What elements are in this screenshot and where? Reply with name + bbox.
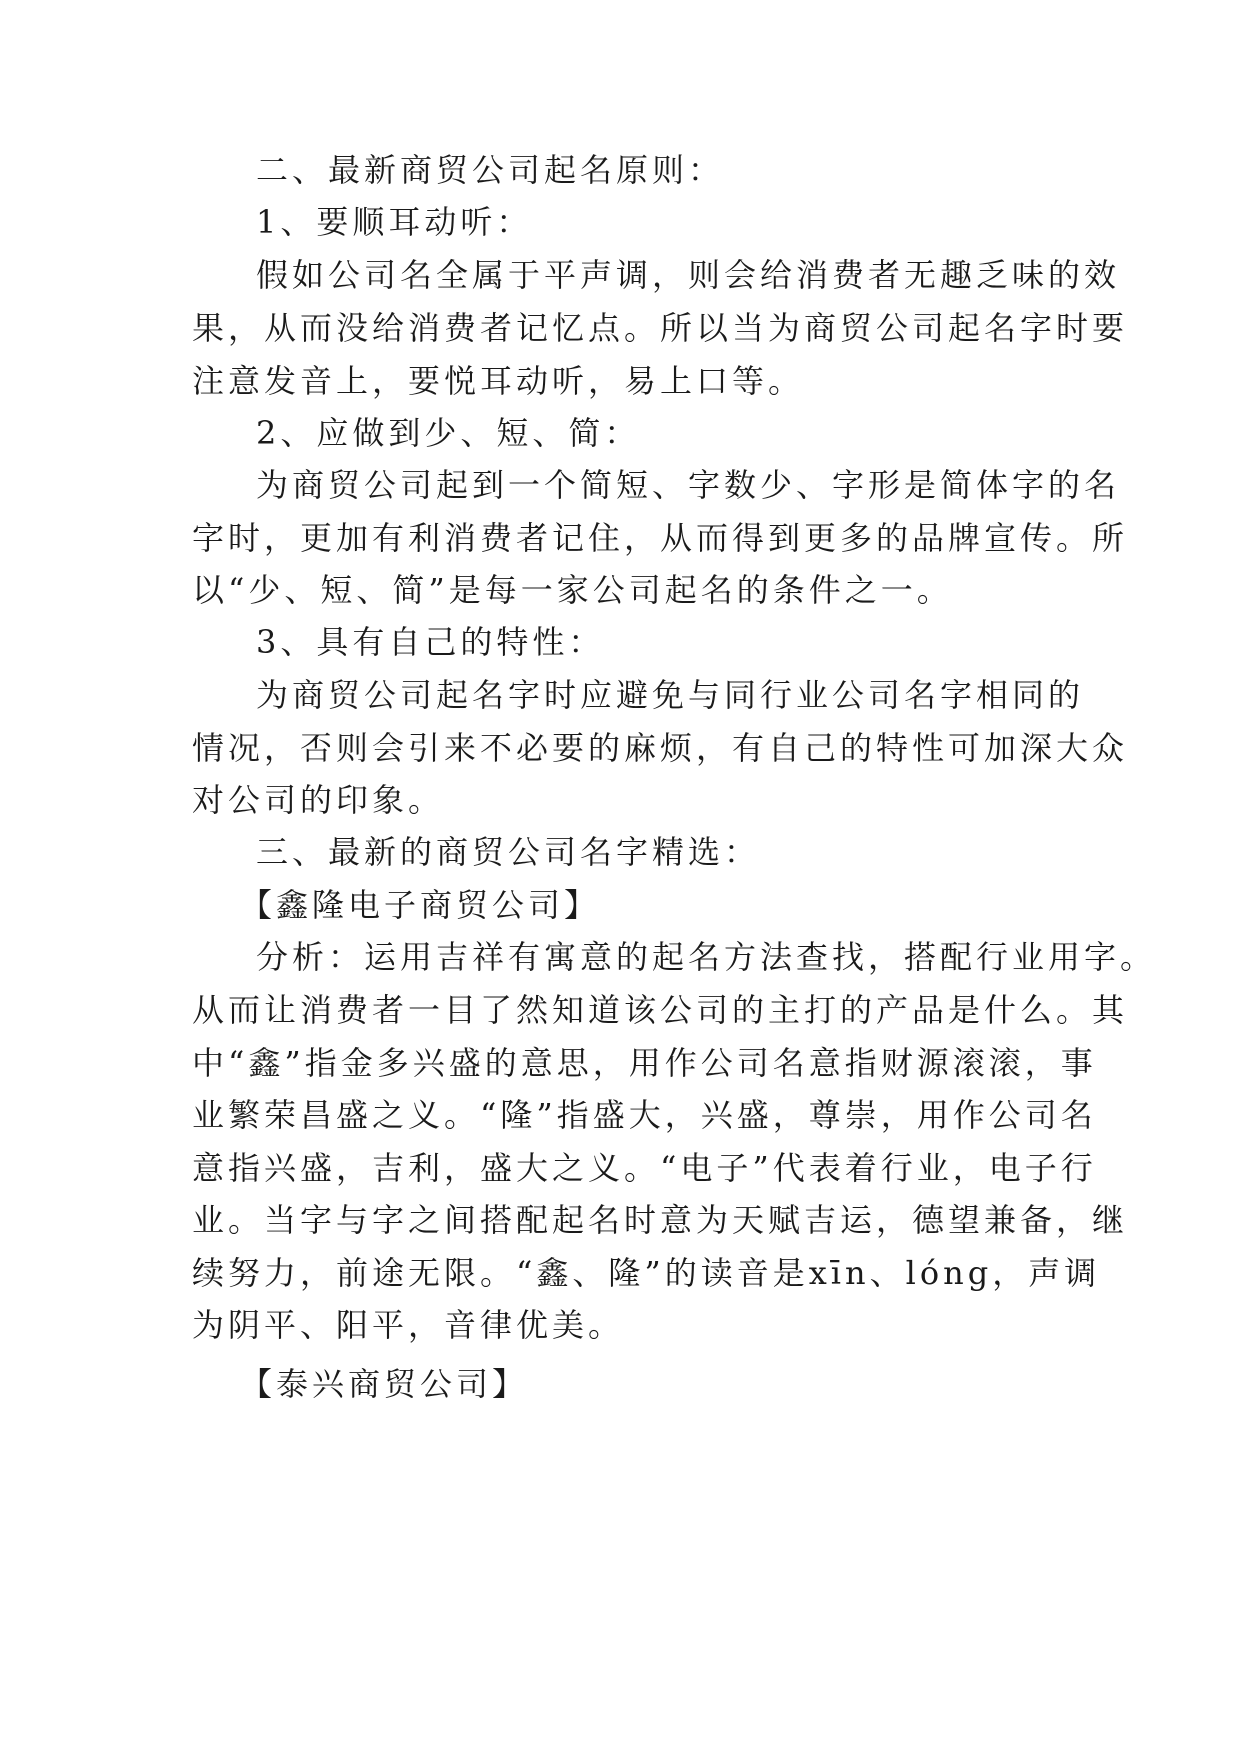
paragraph-line: 为阴平、阳平，音律优美。 — [192, 1306, 625, 1344]
paragraph-line: 字时，更加有利消费者记住，从而得到更多的品牌宣传。所 — [192, 519, 1129, 557]
paragraph-line: 从而让消费者一目了然知道该公司的主打的产品是什么。其 — [192, 991, 1129, 1029]
paragraph-line: 为商贸公司起到一个简短、字数少、字形是简体字的名 — [256, 466, 1121, 504]
paragraph-line: 续努力，前途无限。“鑫、隆”的读音是xīn、lóng，声调 — [192, 1254, 1101, 1292]
section-heading-name-list: 三、最新的商贸公司名字精选： — [256, 833, 761, 871]
section-heading-principles: 二、最新商贸公司起名原则： — [256, 151, 725, 189]
subheading-own-character: 3、具有自己的特性： — [256, 623, 605, 661]
paragraph-line: 情况，否则会引来不必要的麻烦，有自己的特性可加深大众 — [192, 729, 1129, 767]
company-name-title: 【鑫隆电子商贸公司】 — [240, 886, 601, 924]
paragraph-line: 业。当字与字之间搭配起名时意为天赋吉运，德望兼备，继 — [192, 1201, 1129, 1239]
paragraph-line: 意指兴盛，吉利，盛大之义。“电子”代表着行业，电子行 — [192, 1149, 1097, 1187]
subheading-short-simple: 2、应做到少、短、简： — [256, 414, 641, 452]
paragraph-line: 对公司的印象。 — [192, 781, 445, 819]
paragraph-line: 果，从而没给消费者记忆点。所以当为商贸公司起名字时要 — [192, 309, 1129, 347]
paragraph-line: 以“少、短、简”是每一家公司起名的条件之一。 — [192, 571, 953, 609]
paragraph-line: 注意发音上，要悦耳动听，易上口等。 — [192, 362, 805, 400]
company-name-title: 【泰兴商贸公司】 — [240, 1365, 529, 1403]
paragraph-line: 为商贸公司起名字时应避免与同行业公司名字相同的 — [256, 676, 1085, 714]
paragraph-line: 分析：运用吉祥有寓意的起名方法查找，搭配行业用字。 — [256, 938, 1157, 976]
paragraph-line: 中“鑫”指金多兴盛的意思，用作公司名意指财源滚滚，事 — [192, 1044, 1097, 1082]
paragraph-line: 业繁荣昌盛之义。“隆”指盛大，兴盛，尊崇，用作公司名 — [192, 1096, 1097, 1134]
subheading-pleasant-sound: 1、要顺耳动听： — [256, 203, 533, 241]
paragraph-line: 假如公司名全属于平声调，则会给消费者无趣乏味的效 — [256, 256, 1121, 294]
